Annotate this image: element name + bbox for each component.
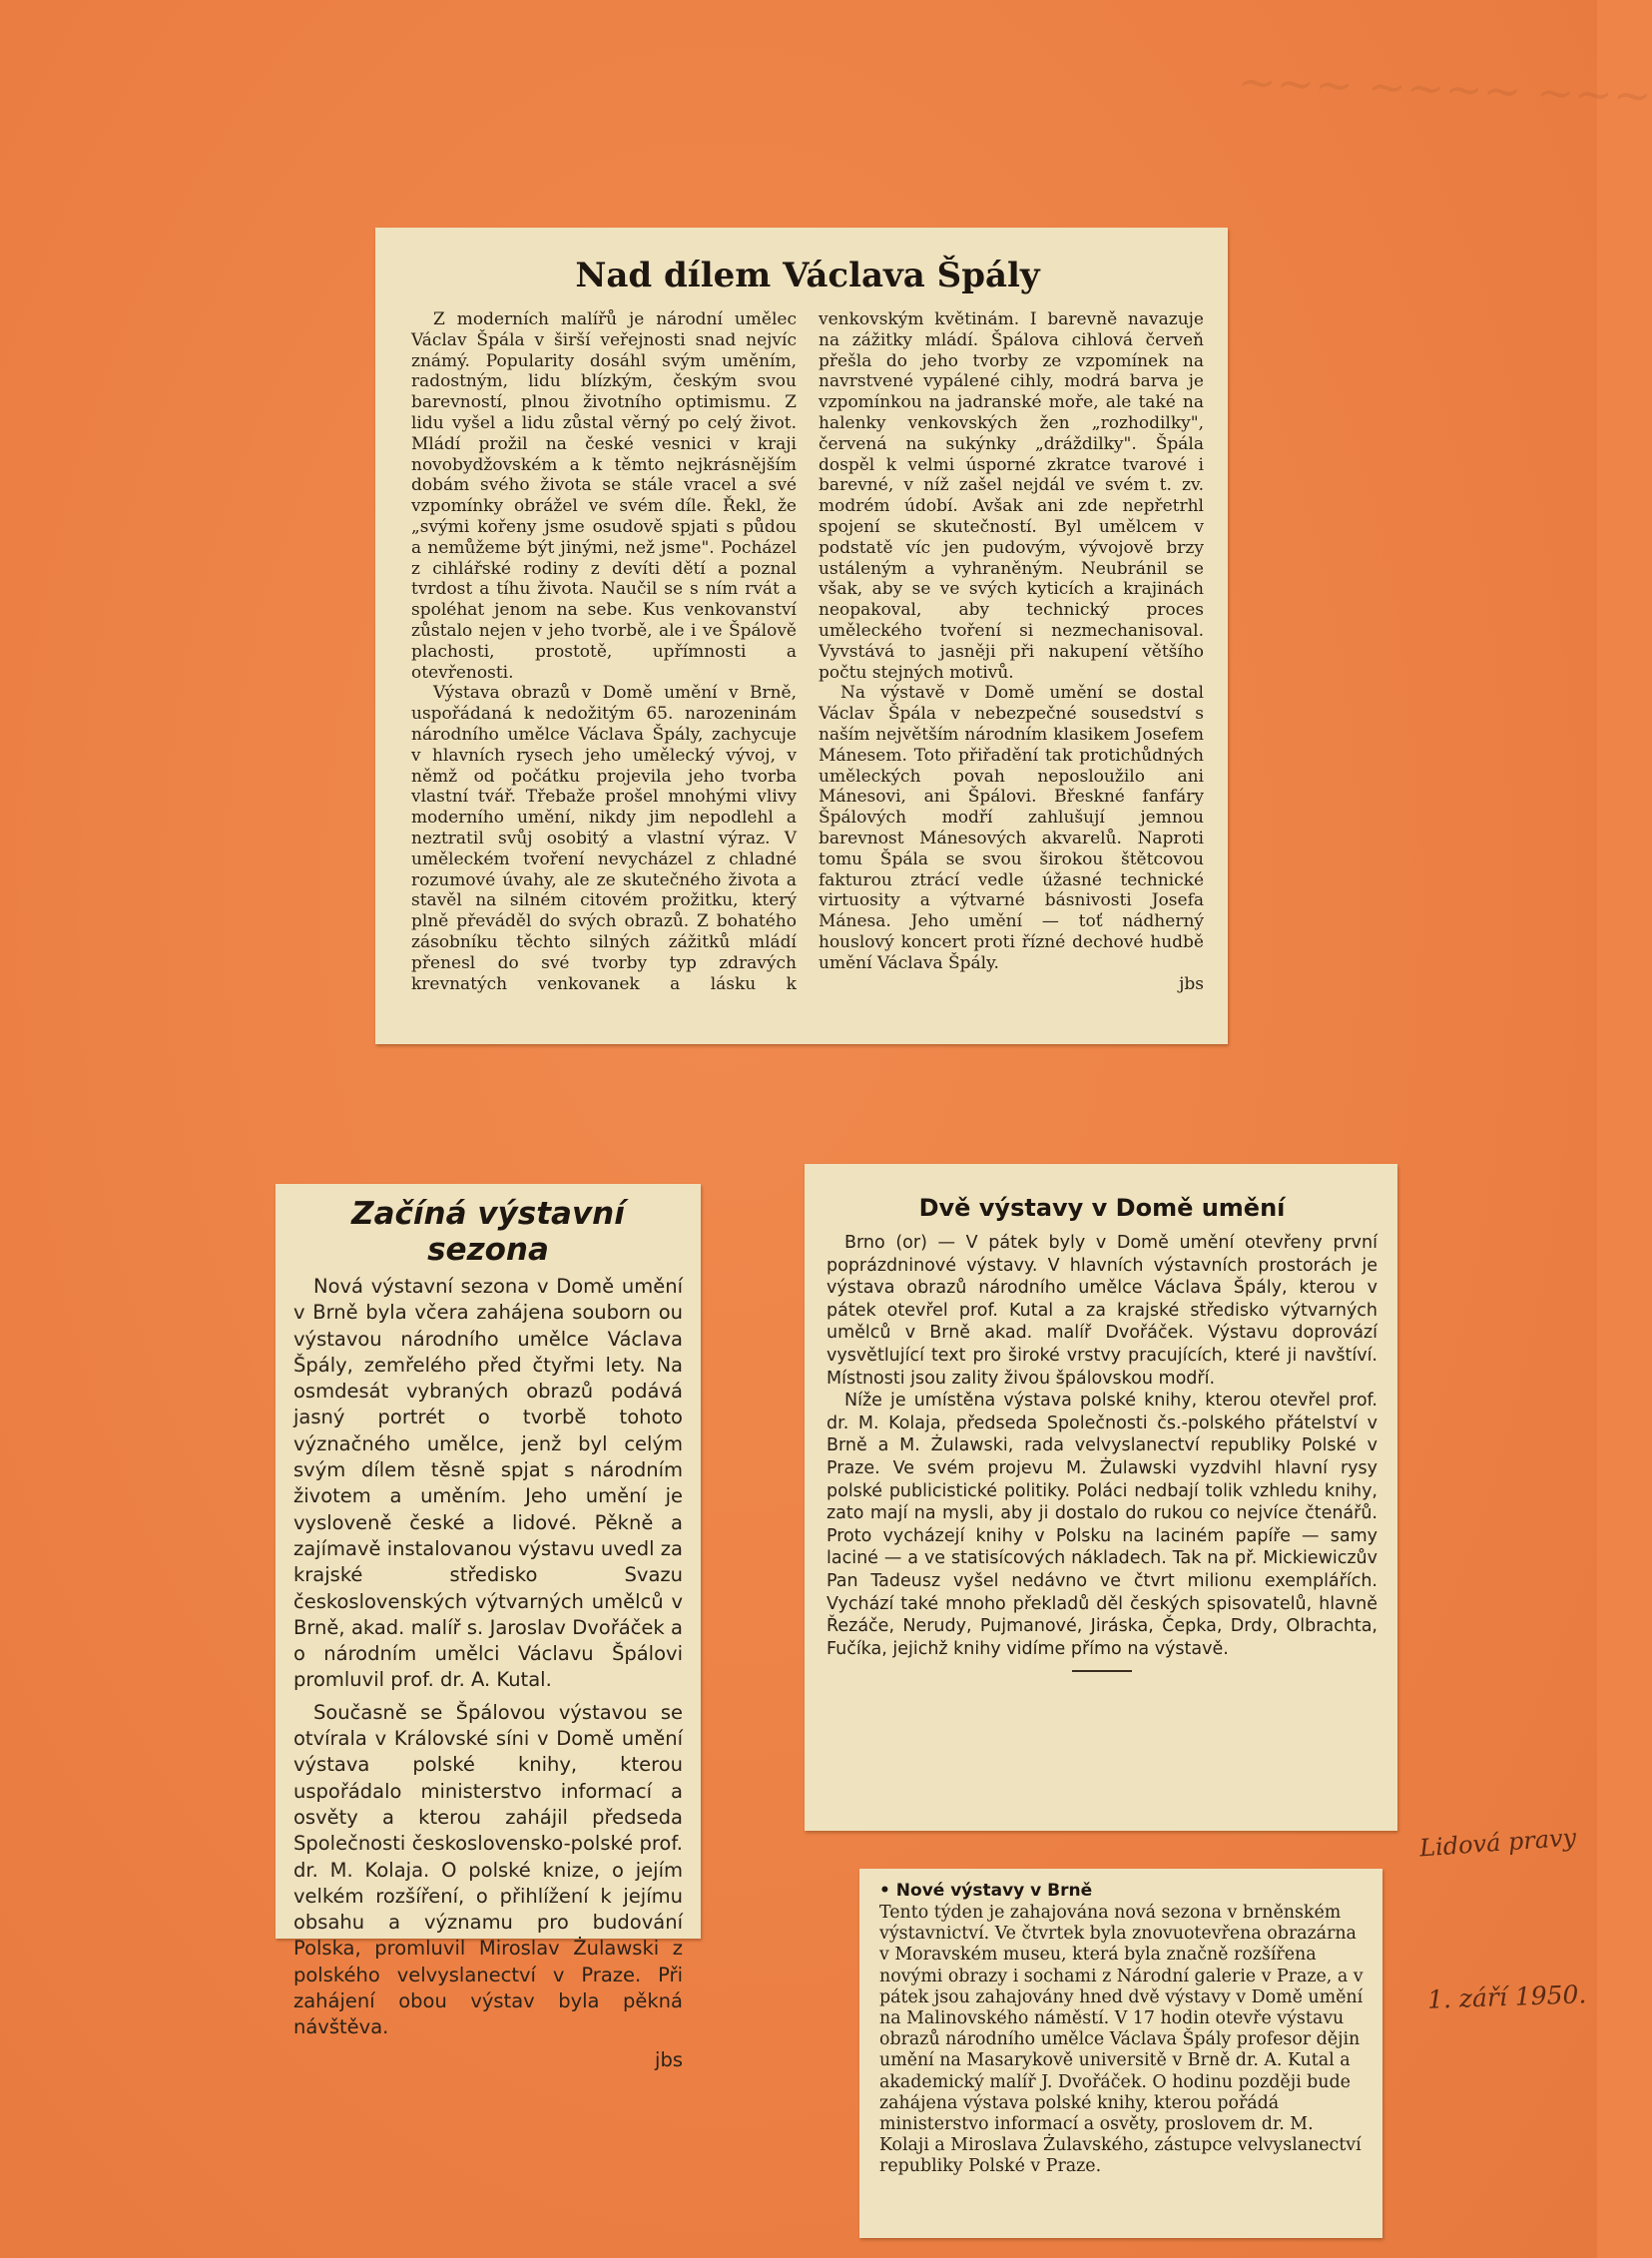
paragraph: Níže je umístěna výstava polské knihy, kterou otevřel prof. dr. M. Kolaja, předseda Společnosti čs.-polského přátelství v Brně a M. Żulawski, rada velvyslanectví republiky Polské v Praze. Ve svém projevu M. Żulawski vyzdvihl hlavní rysy polské publicistické politiky. Poláci nedbají tolik vzhledu knihy, zato mají na mysli, aby ji dostalo do rukou co nejvíce čtenářů. Proto vycházejí knihy v Polsku na laciném papíře — samy laciné — a ve statisícových nákladech. Tak na př. Mickiewiczův Pan Tadeusz vyšel nedávno ve čtvrt milionu exemplářích. Vychází také mnoho překladů děl českých spisovatelů, hlavně Řezáče, Nerudy, Pujmanové, Jiráska, Čepka, Drdy, Olbrachta, Fučíka, jejichž knihy vidíme přímo na výstavě. bbox=[826, 1391, 1377, 1659]
paragraph: Z moderních malířů je národní umělec Václav Špála v širší veřejnosti snad nejvíc známý. Popularity dosáhl svým uměním, radostným, lidu blízkým, českým svou barevností, plnou životního optimismu. Z lidu vyšel a lidu zůstal věrný po celý život. Mládí prožil na české vesnici v kraji novobydžovském a k těmto nejkrásnějším dobám svého života se stále vracel a své vzpomínky obrážel ve svém díle. Řekl, že „svými kořeny jsme osudově spjati s půdou a nemůžeme být jinými, než jsme". Pocházel z cihlářské rodiny z devíti dětí a poznal tvrdost a tíhu života. Naučil se s ním rvát a spoléhat jenom na sebe. Kus venkovanství zůstalo nejen v jeho tvorbě, ale i ve Špálově plachosti, prostotě, upřímnosti a otevřenosti. bbox=[411, 309, 797, 683]
clipping-title: • Nové výstavy v Brně bbox=[879, 1881, 1093, 1901]
clipping-dve-vystavy bbox=[805, 1164, 1397, 1831]
clipping-body bbox=[826, 1232, 1377, 1672]
clipping-nove-vystavy bbox=[859, 1869, 1382, 2238]
bleed-through-handwriting: ~~~ ~~~~ ~~~ bbox=[1237, 54, 1652, 123]
clipping-body: Tento týden je zahajována nová sezona v brněnském výstavnictví. Ve čtvrtek byla znovuotevřena obrazárna v Moravském museu, která byla značně rozšířena novými obrazy i sochami z Národní galerie v Praze, a v pátek jsou zahajovány hned dvě výstavy v Domě umění na Malinovského náměstí. V 17 hodin otevře výstavu obrazů národního umělce Václava Špály profesor dějin umění na Masarykově universitě v Brně dr. A. Kutal a akademický malíř J. Dvořáček. O hodinu později bude zahájena výstava polské knihy, kterou pořádá ministerstvo informací a osvěty, proslovem dr. M. Kolaji a Miroslava Żulavského, zástupce velvyslanectví republiky Polské v Praze. bbox=[879, 1903, 1364, 2177]
clipping-title: Dvě výstavy v Domě umění bbox=[918, 1194, 1286, 1222]
clipping-body bbox=[411, 309, 1204, 994]
paragraph: Výstava obrazů v Domě umění v Brně, uspořádaná k nedožitým 65. narozeninám národního umělce Václava Špály, zachycuje v hlavních rysech jeho umělecký vývoj, v němž od počátku projevila jeho tvorba vlastní tvář. Třebaže prošel mnohými vlivy moderního umění, nikdy jim nepodlehl a neztratil svůj osobitý a vlastní výraz. V uměleckém tvoření nevycházel z chladné rozumové úvahy, ale ze skutečného života a stavěl na silném citovém prožitku, který plně převáděl do svých obrazů. Z bohatého zásobníku těchto silných zážitků mládí přenesl do své tvorby typ zdravých krevnatých venkovanek a lásku k venkovským květinám. I barevně navazuje na zážitky mládí. Špálova cihlová červeň přešla do jeho tvorby ze vzpomínek na navrstvené vypálené cihly, modrá barva je vzpomínkou na jadranské moře, ale také na halenky venkovských žen „rozhodilky", červená na sukýnky „dráždilky". Špála dospěl k velmi úsporné zkratce tvarové i barevné, v níž zašel nejdál ve svém t. zv. modrém údobí. Avšak ani zde nepřetrhl spojení se skutečností. Byl umělcem v podstatě víc jen pudovým, vývojově brzy ustáleným a vyhraněným. Neubránil se však, aby se ve svých kyticích a krajinách neopakoval, aby technický proces uměleckého tvoření si nezmechanisoval. Vyvstává to jasněji při nakupení většího počtu stejných motivů. bbox=[411, 309, 1204, 994]
end-rule bbox=[1072, 1670, 1132, 1672]
paragraph: Nová výstavní sezona v Domě umění v Brně byla včera zahájena souborn ou výstavou národního umělce Václava Špály, zemřelého před čtyřmi lety. Na osmdesát vybraných obrazů podává jasný portrét o tvorbě tohoto význačného umělce, jenž byl celým svým dílem těsně spjat s národním životem a uměním. Jeho umění je vysloveně české a lidové. Pěkně a zajímavě instalovanou výstavu uvedl za krajské středisko Svazu československých výtvarných umělců v Brně, akad. malíř s. Jaroslav Dvořáček a o národním umělci Václavu Špálovi promluvil prof. dr. A. Kutal. bbox=[293, 1275, 683, 1692]
clipping-body bbox=[293, 1274, 683, 2073]
clipping-title: Nad dílem Václava Špály bbox=[575, 256, 1040, 295]
handwritten-note-date: 1. září 1950. bbox=[1426, 1979, 1587, 2014]
clipping-title: Začíná výstavní sezona bbox=[351, 1196, 625, 1268]
clipping-nad-dilem bbox=[375, 228, 1228, 1044]
paragraph: Současně se Špálovou výstavou se otvírala v Královské síni v Domě umění výstava polské knihy, kterou uspořádalo ministerstvo informací a osvěty a kterou zahájil předseda Společnosti československo-polské prof. dr. M. Kolaja. O polské knize, o jejím velkém rozšíření, o přihlížení k jejímu obsahu a významu pro budování Polska, promluvil Miroslav Żulawski z polského velvyslanectví v Praze. Při zahájení obou výstav byla pěkná návštěva. bbox=[293, 1700, 683, 2039]
signature: jbs bbox=[1179, 973, 1204, 994]
signature: jbs bbox=[655, 2047, 683, 2071]
paragraph: Brno (or) — V pátek byly v Domě umění otevřeny první poprázdninové výstavy. V hlavních výstavních prostorách je výstava obrazů národního umělce Václava Špály, kterou v pátek otevřel prof. Kutal a za krajské středisko výtvarných umělců v Brně akad. malíř Dvořáček. Výstavu doprovází vysvětlující text pro široké vrstvy pracujících, které ji navštíví. Místnosti jsou zality živou špálovskou modří. bbox=[826, 1233, 1377, 1389]
handwritten-note-source: Lidová pravy bbox=[1418, 1823, 1577, 1863]
clipping-zacina-vystavni-sezona bbox=[275, 1184, 701, 2071]
paragraph: Na výstavě v Domě umění se dostal Václav Špála v nebezpečné sousedství s naším největším národním klasikem Josefem Mánesem. Toto přiřadění tak protichůdných uměleckých povah neposloužilo ani Mánesovi, ani Špálovi. Břeskné fanfáry Špálových modří zahlušují jemnou barevnost Mánesových akvarelů. Naproti tomu Špála se svou širokou štětcovou fakturou ztrácí vedle úžasné technické virtuosity a výtvarné básnivosti Josefa Mánesa. Jeho umění — toť nádherný houslový koncert proti řízné dechové hudbě umění Václava Špály. bbox=[819, 683, 1204, 973]
